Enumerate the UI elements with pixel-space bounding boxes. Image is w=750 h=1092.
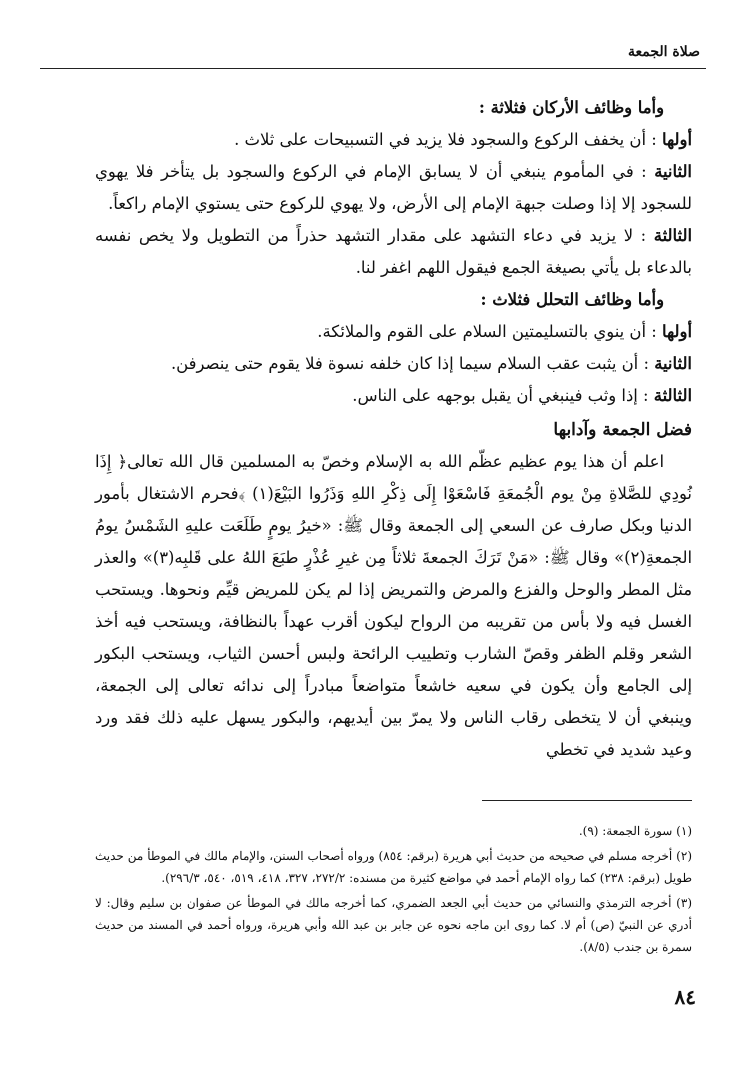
pillar-2-label: الثانية [654,162,692,181]
exit-3-paragraph [95,380,692,412]
pillar-3-text: : لا يزيد في دعاء التشهد على مقدار التشهد حذراً من التطويل ولا يخص نفسه بالدعاء بل يأتي بصيغة الجمع فيقول اللهم اغفر لنا. [95,226,692,277]
pillar-1-text: : أن يخفف الركوع والسجود فلا يزيد في التسبيحات على ثلاث . [234,130,657,149]
pillar-1-label: أولها [661,130,692,149]
exit-2-label: الثانية [654,354,692,373]
exit-heading: وأما وظائف التحلل فثلاث : [480,290,664,309]
footnote-1: (١) سورة الجمعة: (٩). [578,824,692,838]
footnote-rule [482,800,692,801]
running-header: صلاة الجمعة [628,44,700,60]
exit-1-text: : أن ينوي بالتسليمتين السلام على القوم والملائكة. [317,322,657,341]
section-paragraph: اعلم أن هذا يوم عظيم عظّم الله به الإسلام وخصّ به المسلمين قال الله تعالى﴿ إِذَا نُودِي للصَّلاةِ مِنْ يوم الْجُمعَةِ فَاسْعَوْا إِلَى ذِكْرِ اللهِ وَذَرُوا البَيْعَ(١) ﴾فحرم الاشتغال بأمور الدنيا وبكل صارف عن السعي إلى الجمعة وقال ﷺ: «خيرُ يومٍ طَلَعَت عليهِ الشَمْسُ يومُ الجمعةِ(٢)» وقال ﷺ: «مَنْ تَرَكَ الجمعةَ ثلاثاً مِن غيرِ عُذْرٍ طبَعَ اللهُ على قَلبِه(٣)» والعذر مثل المطر والوحل والفزع والمرض والتمريض إذا لم يكن للمريض قيِّم ونحوها. ويستحب الغسل فيه ولا بأس من تقريبه من الرواح ليكون أقرب عهداً بالنظافة، ويستحب فيه أخذ الشعر وقلم الظفر وقصّ الشارب وتطييب الرائحة ولبس أحسن الثياب، ويستحب البكور إلى الجامع وأن يكون في سعيه خاشعاً متواضعاً مبادراً إلى ندائه تعالى إلى الجمعة، وينبغي أن لا يتخطى رقاب الناس ولا يمرّ بين أيديهم، والبكور يسهل عليه ذلك فقد ورد وعيد شديد في تخطي [95,452,693,759]
exit-2-text: : أن يثبت عقب السلام سيما إذا كان خلفه نسوة فلا يقوم حتى ينصرفن. [170,354,649,373]
footnote-2: (٢) أخرجه مسلم في صحيحه من حديث أبي هريرة (برقم: ٨٥٤) ورواه أصحاب السنن، والإمام مالك في الموطأ من حديث طويل (برقم: ٢٣٨) كما رواه الإمام أحمد في مواضع كثيرة من مسنده: ٢٧٢/٢، ٣٢٧، ٤١٨، ٥١٩، ٥٤٠، ٢٩٦/٣). [95,849,692,885]
footnotes [95,820,692,961]
pillar-2-paragraph [95,156,692,220]
pillar-3-paragraph [95,220,692,284]
footnote-3: (٣) أخرجه الترمذي والنسائي من حديث أبي الجعد الضمري، كما أخرجه مالك في الموطأ عن صفوان بن سليم وقال: لا أدري عن النبيّ (ص) أم لا. كما روى ابن ماجه نحوه عن جابر بن عبد الله وأبي هريرة، ورواه أحمد في المسند من حديث سمرة بن جندب (٨/٥). [95,896,692,954]
exit-1-label: أولها [661,322,692,341]
exit-1-paragraph [95,316,692,348]
pillar-3-label: الثالثة [653,226,692,245]
section-title: فضل الجمعة وآدابها [553,420,692,440]
pillars-heading: وأما وظائف الأركان فثلاثة : [478,98,664,117]
exit-3-label: الثالثة [653,386,692,405]
main-text [95,92,692,766]
header-rule [40,68,706,69]
exit-3-text: : إذا وثب فينبغي أن يقبل بوجهه على الناس. [352,386,649,405]
pillar-1-paragraph [95,124,692,156]
pillar-2-text: : في المأموم ينبغي أن لا يسابق الإمام في الركوع والسجود بل يتأخر فلا يهوي للسجود إلا إذا وصلت جبهة الإمام إلى الأرض، ولا يهوي للركوع حتى يستوي الإمام راكعاً. [95,162,692,213]
page-number: ٨٤ [674,985,696,1009]
exit-2-paragraph [95,348,692,380]
